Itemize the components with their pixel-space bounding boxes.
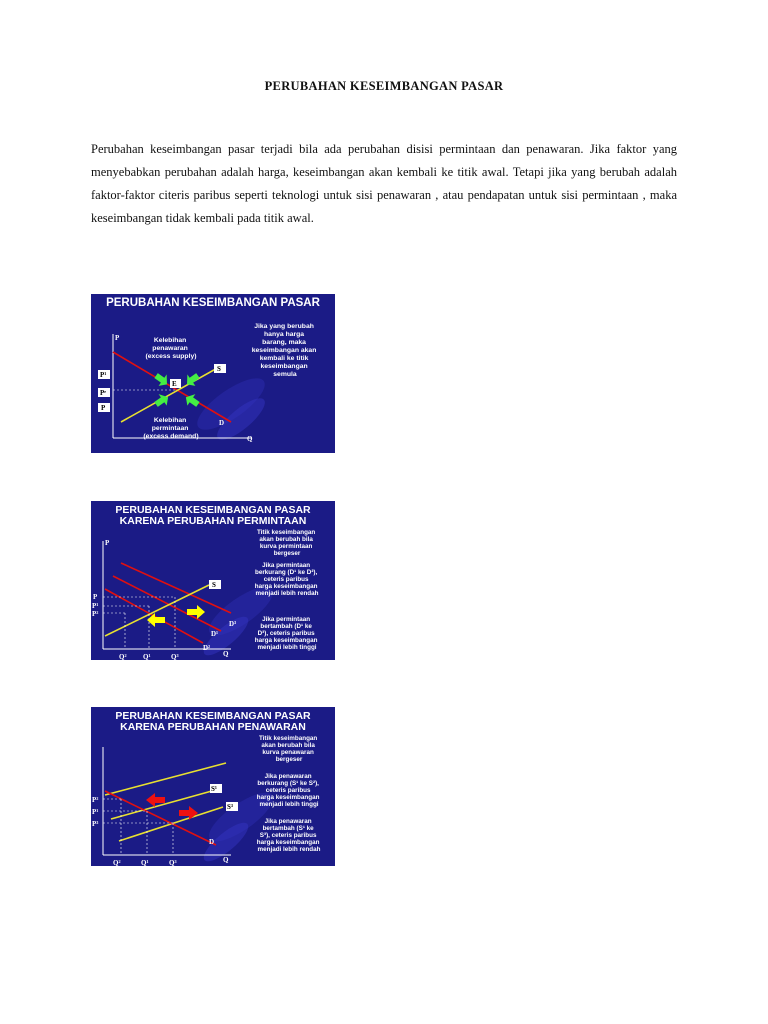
quantity-q3-label: Q³	[171, 653, 179, 660]
demand-label: D	[219, 419, 225, 427]
price-p1-label: P¹	[92, 808, 99, 816]
document-paragraph: Perubahan keseimbangan pasar terjadi bila ada perubahan disisi permintaan dan penawaran. Jika faktor yang menyebabkan perubahan adalah harga, keseimbangan akan kembali ke titik awal. Tetapi jika yang berubah adalah faktor-faktor citeris paribus seperti teknologi untuk sisi penawaran , atau pendapatan untuk sisi permintaan , maka keseimbangan tidak kembali pada titik awal.	[91, 142, 677, 225]
slide-title-line2: KARENA PERUBAHAN PERMINTAAN	[119, 515, 307, 527]
quantity-q2-label: Q²	[119, 653, 127, 660]
quantity-q1-label: Q¹	[143, 653, 151, 660]
price-axis-label: P	[115, 334, 120, 342]
slide-note-2: Jika permintaan berkurang (D¹ ke D²), ceteris paribus harga keseimbangan menjadi lebih rendah	[254, 562, 319, 597]
slide-title-line1: PERUBAHAN KESEIMBANGAN PASAR	[115, 504, 311, 516]
quantity-axis-label: Q	[223, 856, 229, 864]
slide-supply-change-graphic	[91, 707, 335, 866]
supply-s3-label: S³	[227, 803, 233, 811]
price-p1-label: P¹	[100, 371, 107, 379]
price-p1-label: P¹	[92, 602, 99, 610]
slide-background	[91, 294, 335, 453]
slide-equilibrium	[91, 294, 335, 453]
price-axis-label: P	[105, 539, 110, 547]
slide-note-3: Jika permintaan bertambah (D¹ ke D³), ceteris paribus harga keseimbangan menjadi lebih tinggi	[254, 616, 318, 651]
price-p3-label: P³	[92, 820, 99, 828]
supply-s1-label: S¹	[211, 785, 217, 793]
price-p2-label: P²	[92, 796, 99, 804]
demand-d1-label: D¹	[211, 630, 219, 638]
excess-demand-text: Kelebihan permintaan (excess demand)	[143, 417, 199, 440]
quantity-axis-label: Q	[247, 435, 253, 443]
slide-note-1: Titik keseimbangan akan berubah bila kurva penawaran bergeser	[258, 735, 318, 763]
quantity-q2-label: Q²	[113, 859, 121, 866]
quantity-q1-label: Q¹	[141, 859, 149, 866]
slide-note-1: Titik keseimbangan akan berubah bila kurva permintaan bergeser	[256, 529, 316, 557]
excess-supply-text: Kelebihan penawaran (excess supply)	[145, 337, 197, 360]
slide-equilibrium-graphic	[91, 294, 335, 453]
slide-demand-change-graphic	[91, 501, 335, 660]
price-p2-label: P²	[92, 610, 99, 618]
slide-note-3: Jika penawaran bertambah (S¹ ke S³), ceteris paribus harga keseimbangan menjadi lebih rendah	[256, 818, 321, 853]
equilibrium-label: E	[172, 380, 177, 388]
price-p-label: P	[101, 404, 106, 412]
slide-title-line2: KARENA PERUBAHAN PENAWARAN	[120, 721, 306, 733]
quantity-axis-label: Q	[223, 650, 229, 658]
slide-supply-change	[91, 707, 335, 866]
slide-title: PERUBAHAN KESEIMBANGAN PASAR	[106, 297, 320, 309]
supply-label: S	[217, 365, 221, 373]
slide-demand-change	[91, 501, 335, 660]
price-p-label: P	[93, 593, 98, 601]
supply-label: S	[212, 581, 216, 589]
demand-label: D	[209, 838, 215, 846]
demand-d3-label: D³	[229, 620, 237, 628]
document-title: PERUBAHAN KESEIMBANGAN PASAR	[264, 79, 504, 93]
slide-note-2: Jika penawaran berkurang (S¹ ke S²), ceteris paribus harga keseimbangan menjadi lebih tinggi	[256, 773, 320, 808]
quantity-q3-label: Q³	[169, 859, 177, 866]
slide-title-line1: PERUBAHAN KESEIMBANGAN PASAR	[115, 710, 311, 722]
demand-d2-label: D²	[203, 644, 211, 652]
slide-note: Jika yang berubah hanya harga barang, maka keseimbangan akan kembali ke titik keseimbangan semula	[251, 323, 317, 378]
price-pe-label: Pᵉ	[100, 389, 107, 397]
